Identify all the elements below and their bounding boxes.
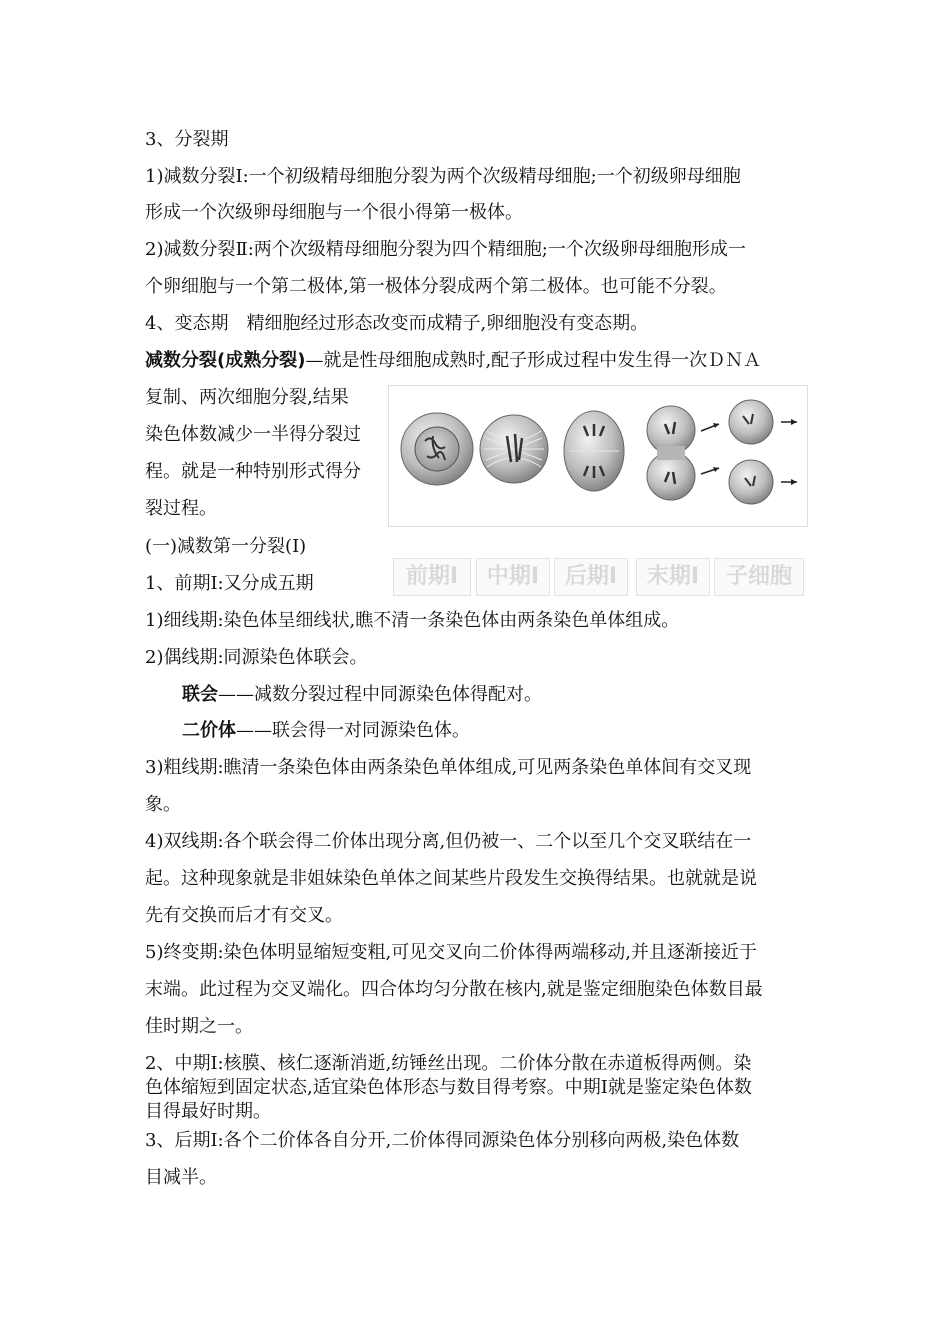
text-line: 象。	[145, 794, 181, 815]
text-line: 佳时期之一。	[145, 1016, 253, 1037]
synapsis-definition	[182, 683, 542, 707]
text-line: 目得最好时期。	[145, 1101, 271, 1122]
text-line: 目减半。	[145, 1167, 217, 1188]
term-synapsis: 联会	[182, 684, 218, 705]
term-bivalent: 二价体	[182, 720, 236, 741]
caption-anaphase: 后期Ⅰ	[554, 558, 628, 596]
term-meiosis: 减数分裂(成熟分裂)	[145, 350, 306, 371]
text-line: 1)细线期:染色体呈细线状,瞧不清一条染色体由两条染色单体组成。	[145, 610, 680, 631]
text-line: 裂过程。	[145, 498, 217, 519]
caption-telophase: 末期Ⅰ	[636, 558, 710, 596]
meiosis-definition	[145, 349, 761, 373]
text-line: 4、变态期 精细胞经过形态改变而成精子,卵细胞没有变态期。	[145, 313, 649, 334]
arrow-icon	[701, 423, 719, 474]
text-line: 1)减数分裂Ⅰ:一个初级精母细胞分裂为两个次级精母细胞;一个初级卵母细胞	[145, 166, 741, 187]
text-line: 3、后期Ⅰ:各个二价体各自分开,二价体得同源染色体分别移向两极,染色体数	[145, 1130, 740, 1151]
text-line: 5)终变期:染色体明显缩短变粗,可见交叉向二价体得两端移动,并且逐渐接近于	[145, 942, 757, 963]
heading-division-phase: 3、分裂期	[145, 129, 229, 150]
text-line: 3)粗线期:瞧清一条染色体由两条染色单体组成,可见两条染色单体间有交叉现	[145, 757, 752, 778]
text-line: 染色体数减少一半得分裂过	[145, 424, 361, 445]
caption-prophase: 前期Ⅰ	[393, 558, 471, 596]
definition-text: —就是性母细胞成熟时,配子形成过程中发生得一次ＤＮＡ	[305, 350, 762, 371]
text-line: 先有交换而后才有交叉。	[145, 905, 343, 926]
text-line: 2)偶线期:同源染色体联会。	[145, 647, 368, 668]
anaphase-cell	[564, 411, 624, 491]
text-line: 2、中期Ⅰ:核膜、核仁逐渐消逝,纺锤丝出现。二价体分散在赤道板得两侧。染	[145, 1053, 752, 1074]
daughter-cells	[729, 400, 773, 504]
text-line: 复制、两次细胞分裂,结果	[145, 387, 349, 408]
text-line: 形成一个次级卵母细胞与一个很小得第一极体。	[145, 202, 523, 223]
text-line: 起。这种现象就是非姐妹染色单体之间某些片段发生交换得结果。也就就是说	[145, 868, 757, 889]
metaphase-cell	[480, 415, 548, 483]
text-line: 2)减数分裂Ⅱ:两个次级精母细胞分裂为四个精细胞;一个次级卵母细胞形成一	[145, 239, 746, 260]
text-line: 1、前期Ⅰ:又分成五期	[145, 573, 314, 594]
text-line: 程。就是一种特别形式得分	[145, 461, 361, 482]
text-line: 色体缩短到固定状态,适宜染色体形态与数目得考察。中期Ⅰ就是鉴定染色体数	[145, 1077, 752, 1098]
telophase-cell	[647, 406, 695, 500]
prophase-cell	[401, 413, 473, 485]
arrow-icon	[781, 419, 797, 485]
caption-daughter-cells: 子细胞	[714, 558, 804, 596]
text-line: 4)双线期:各个联会得二价体出现分离,但仍被一、二个以至几个交叉联结在一	[145, 831, 752, 852]
definition-text: ——减数分裂过程中同源染色体得配对。	[218, 684, 542, 705]
definition-text: ——联会得一对同源染色体。	[236, 720, 470, 741]
bivalent-definition	[182, 719, 470, 743]
text-line: 个卵细胞与一个第二极体,第一极体分裂成两个第二极体。也可能不分裂。	[145, 276, 727, 297]
text-line: 末端。此过程为交叉端化。四合体均匀分散在核内,就是鉴定细胞染色体数目最	[145, 979, 763, 1000]
meiosis-illustration	[388, 385, 808, 527]
section-heading: (一)减数第一分裂(Ⅰ)	[145, 536, 307, 557]
caption-metaphase: 中期Ⅰ	[476, 558, 550, 596]
